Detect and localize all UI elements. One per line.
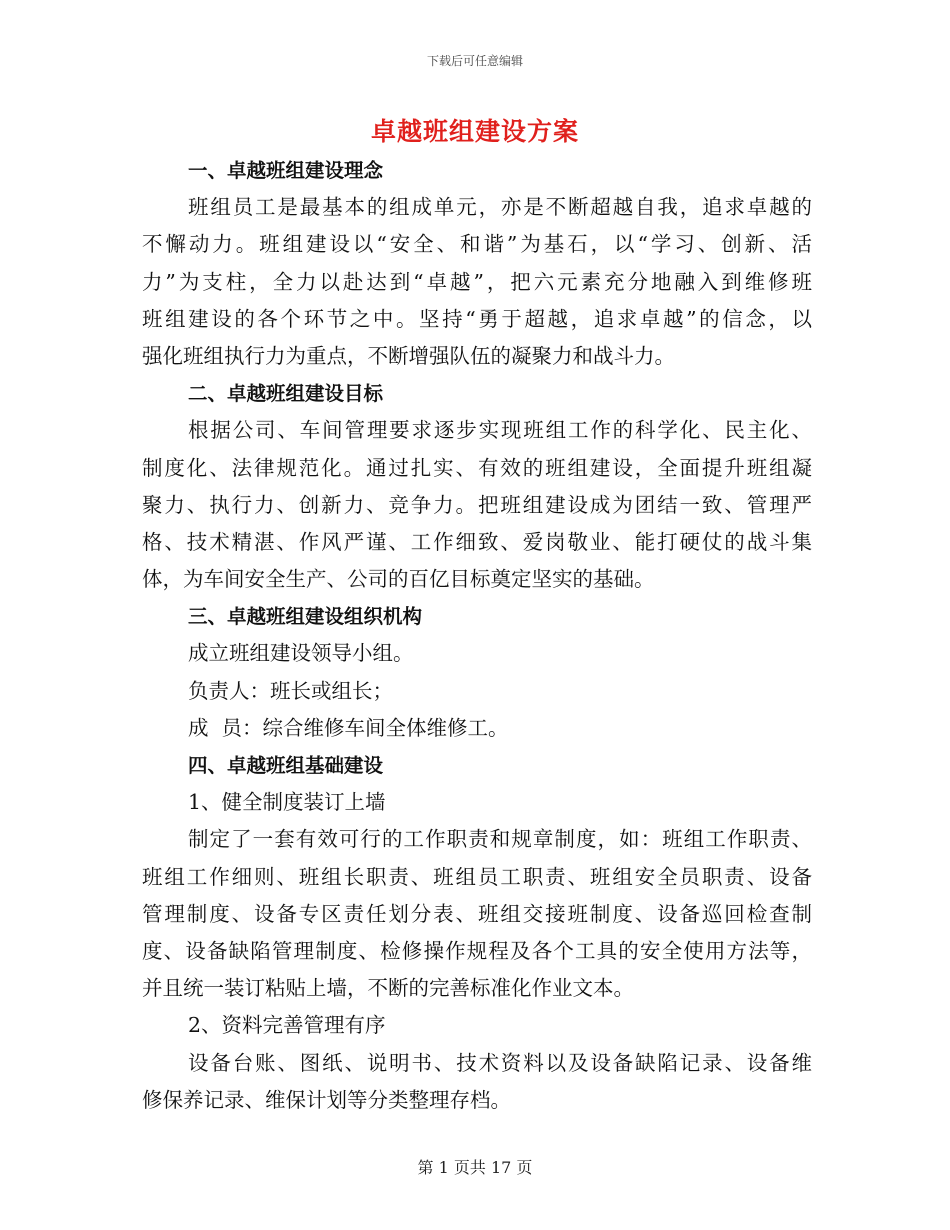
paragraph-line: 体，为车间安全生产、公司的百亿目标奠定坚实的基础。 xyxy=(142,567,655,592)
paragraph-line: 修保养记录、维保计划等分类整理存档。 xyxy=(142,1087,511,1112)
paragraph-line: 度、设备缺陷管理制度、检修操作规程及各个工具的安全使用方法等， xyxy=(142,938,812,963)
page-header: 下载后可任意编辑 xyxy=(426,54,523,68)
page-footer: 第 1 页共 17 页 xyxy=(417,1158,533,1177)
paragraph-line: 力”为支柱，全力以赴达到“卓越”，把六元素充分地融入到维修班 xyxy=(142,269,812,294)
paragraph-line: 制定了一套有效可行的工作职责和规章制度，如：班组工作职责、 xyxy=(188,827,812,852)
paragraph-line: 制度化、法律规范化。通过扎实、有效的班组建设，全面提升班组凝 xyxy=(142,455,812,480)
document-title: 卓越班组建设方案 xyxy=(370,117,579,146)
paragraph-line: 班组建设的各个环节之中。坚持“勇于超越，追求卓越”的信念，以 xyxy=(142,306,812,331)
paragraph-line: 班组员工是最基本的组成单元，亦是不断超越自我，追求卓越的 xyxy=(188,195,812,220)
paragraph-line: 设备台账、图纸、说明书、技术资料以及设备缺陷记录、设备维 xyxy=(188,1050,812,1075)
paragraph-line: 聚力、执行力、创新力、竞争力。把班组建设成为团结一致、管理严 xyxy=(142,492,812,517)
paragraph-line: 强化班组执行力为重点，不断增强队伍的凝聚力和战斗力。 xyxy=(142,343,675,368)
document-body xyxy=(142,152,812,1119)
section-heading-4: 四、卓越班组基础建设 xyxy=(188,754,384,777)
paragraph-line: 班组工作细则、班组长职责、班组员工职责、班组安全员职责、设备 xyxy=(142,864,812,889)
subsection-heading-2: 2、资料完善管理有序 xyxy=(188,1013,386,1038)
section-heading-2: 二、卓越班组建设目标 xyxy=(188,382,384,406)
paragraph-line: 成 员：综合维修车间全体维修工。 xyxy=(188,715,509,740)
paragraph-line: 格、技术精湛、作风严谨、工作细致、爱岗敬业、能打硬仗的战斗集 xyxy=(142,529,812,554)
paragraph-line: 根据公司、车间管理要求逐步实现班组工作的科学化、民主化、 xyxy=(188,418,812,443)
section-heading-3: 三、卓越班组建设组织机构 xyxy=(188,605,423,629)
subsection-heading-1: 1、健全制度装订上墙 xyxy=(188,790,386,815)
paragraph-line: 负责人：班长或组长； xyxy=(188,678,393,703)
paragraph-line: 管理制度、设备专区责任划分表、班组交接班制度、设备巡回检查制 xyxy=(142,901,812,926)
paragraph-line: 并且统一装订粘贴上墙，不断的完善标准化作业文本。 xyxy=(142,976,634,1001)
section-heading-1: 一、卓越班组建设理念 xyxy=(188,159,384,182)
paragraph-line: 不懈动力。班组建设以“安全、和谐”为基石，以“学习、创新、活 xyxy=(142,232,812,257)
paragraph-line: 成立班组建设领导小组。 xyxy=(188,641,414,666)
